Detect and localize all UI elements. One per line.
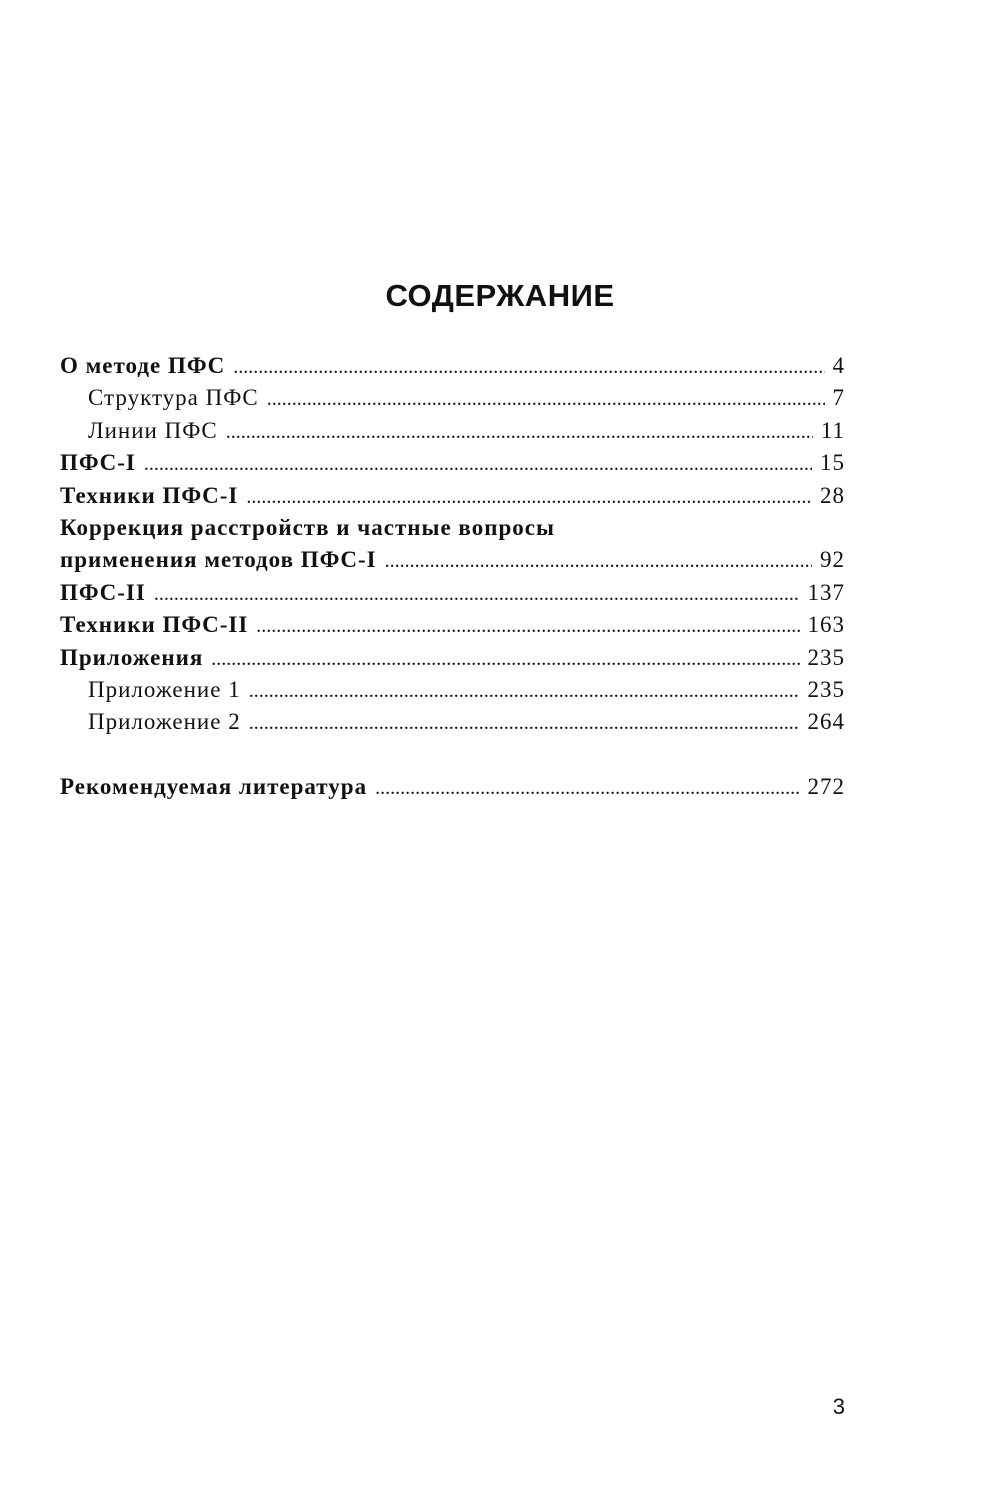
toc-entry-page: 28 [820,482,845,508]
toc-entry [60,577,845,609]
toc-entry-page: 4 [832,353,845,378]
toc-entry-label: Приложение 2 [88,709,241,735]
toc-entry-label: Коррекция расстройств и частные вопросы [60,514,555,540]
toc-entry-page: 272 [807,773,845,799]
dot-leader [144,448,812,480]
table-of-contents [60,350,845,803]
toc-subentry [60,706,845,738]
dot-leader [375,772,799,804]
toc-entry-page: 15 [820,450,845,476]
toc-entry-label: Приложение 1 [88,676,241,702]
toc-entry-label: Рекомендуемая литература [60,773,368,799]
toc-entry-label: Приложения [60,644,204,670]
dot-leader [256,610,799,642]
toc-entry-label: Техники ПФС-I [60,482,239,508]
toc-entry-label: Техники ПФС-II [60,612,249,638]
toc-entry [60,642,845,674]
toc-subentry [60,674,845,706]
toc-entry [60,447,845,479]
toc-entry-label: Линии ПФС [88,417,218,443]
toc-entry-label: ПФС-I [60,450,136,476]
dot-leader [267,383,825,415]
toc-entry-label: ПФС-II [60,579,146,605]
toc-entry-page: 163 [807,612,845,638]
toc-entry-page: 264 [807,709,845,735]
toc-subentry [60,415,845,447]
toc-entry [60,512,845,544]
toc-entry-page: 235 [807,644,845,670]
toc-entry [60,771,845,803]
page-title: СОДЕРЖАНИЕ [385,278,615,313]
toc-entry-label: О методе ПФС [60,353,226,378]
dot-leader [249,675,800,707]
toc-entry-page: 7 [832,385,845,411]
toc-entry [60,544,845,576]
toc-entry-label: Структура ПФС [88,385,259,411]
toc-entry-label: применения методов ПФС-I [60,547,377,573]
toc-entry [60,350,845,382]
toc-entry [60,609,845,641]
toc-entry-page: 11 [820,417,845,443]
toc-entry-page: 92 [820,547,845,573]
page-number: 3 [832,1394,845,1419]
dot-leader [233,351,824,383]
dot-leader [385,545,812,577]
dot-leader [211,643,799,675]
dot-leader [249,707,800,739]
dot-leader [226,416,813,448]
toc-entry-page: 137 [807,579,845,605]
toc-entry-page: 235 [807,676,845,702]
toc-entry [60,480,845,512]
dot-leader [154,578,800,610]
dot-leader [246,481,812,513]
toc-subentry [60,382,845,414]
